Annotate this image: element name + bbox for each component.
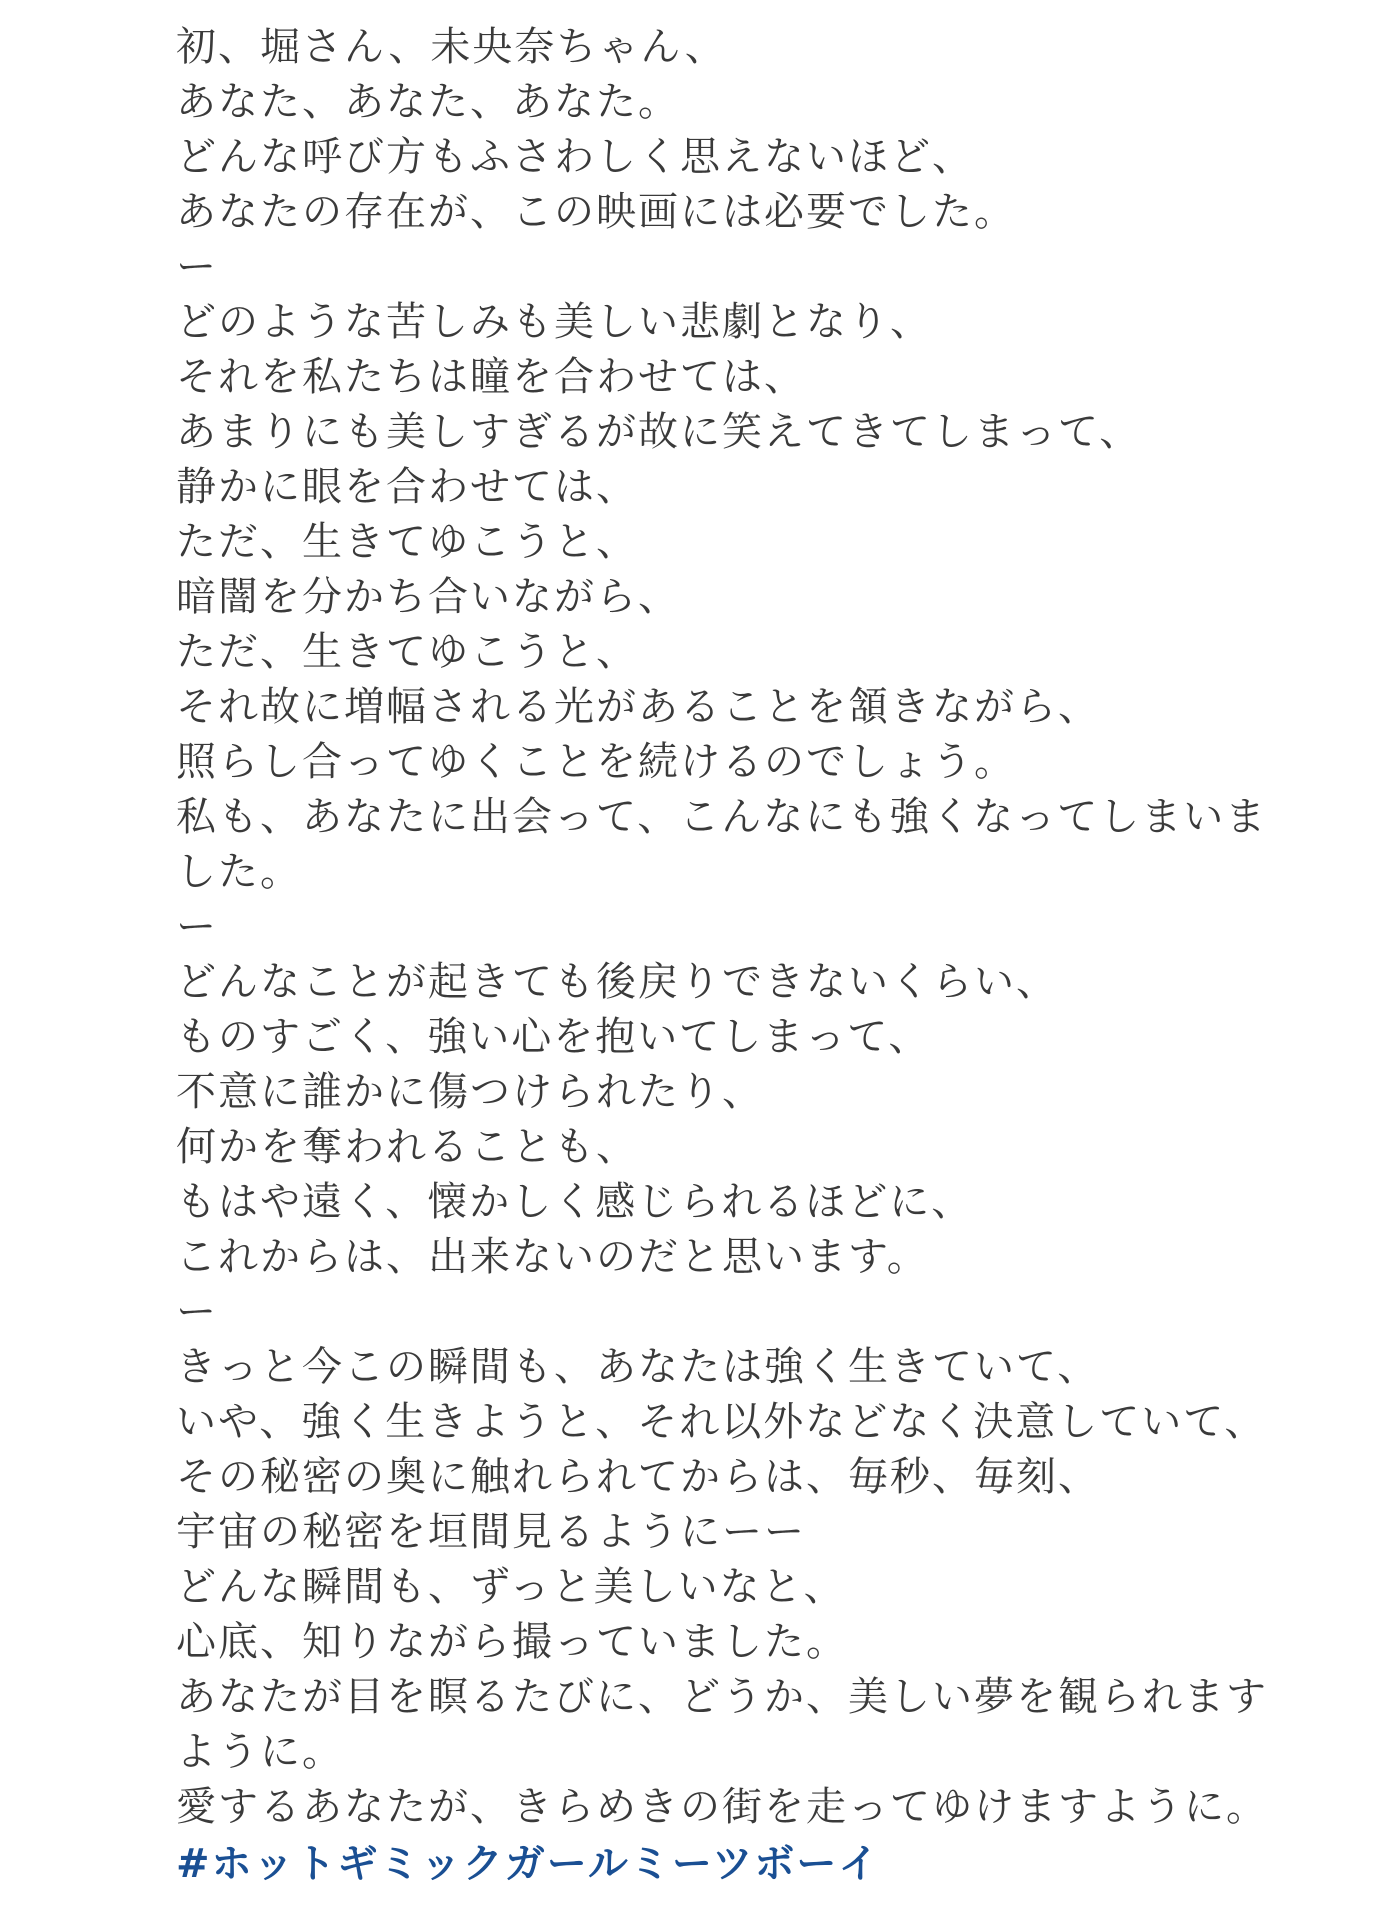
text-line: あなたが目を瞑るたびに、どうか、美しい夢を観られます xyxy=(176,1674,1268,1720)
text-line: 宇宙の秘密を垣間見るようにーー xyxy=(176,1509,806,1555)
hashtag-link[interactable]: #ホットギミックガールミーツボーイ xyxy=(176,1841,881,1887)
text-line: その秘密の奥に触れられてからは、毎秒、毎刻、 xyxy=(176,1454,1100,1500)
section-dash: ー xyxy=(176,904,218,950)
text-line: あまりにも美しすぎるが故に笑えてきてしまって、 xyxy=(176,409,1142,455)
post-text xyxy=(176,20,1268,1835)
section-dash: ー xyxy=(176,1289,218,1335)
text-line: した。 xyxy=(176,849,302,895)
text-line: 何かを奪われることも、 xyxy=(176,1124,638,1170)
text-line: それを私たちは瞳を合わせては、 xyxy=(176,354,806,400)
text-line: どんな呼び方もふさわしく思えないほど、 xyxy=(176,134,974,180)
text-line: 照らし合ってゆくことを続けるのでしょう。 xyxy=(176,739,1016,785)
text-line: それ故に増幅される光があることを頷きながら、 xyxy=(176,684,1100,730)
text-line: ものすごく、強い心を抱いてしまって、 xyxy=(176,1014,931,1060)
text-line: きっと今この瞬間も、あなたは強く生きていて、 xyxy=(176,1344,1100,1390)
text-line: どんなことが起きても後戻りできないくらい、 xyxy=(176,959,1058,1005)
text-line: 心底、知りながら撮っていました。 xyxy=(176,1619,848,1665)
text-line: もはや遠く、懐かしく感じられるほどに、 xyxy=(176,1179,974,1225)
text-line: あなた、あなた、あなた。 xyxy=(176,79,680,125)
text-line: 静かに眼を合わせては、 xyxy=(176,464,638,510)
text-line: あなたの存在が、この映画には必要でした。 xyxy=(176,189,1016,235)
text-line: 私も、あなたに出会って、こんなにも強くなってしまいま xyxy=(176,794,1268,840)
section-dash: ー xyxy=(176,244,218,290)
text-line: 不意に誰かに傷つけられたり、 xyxy=(176,1069,764,1115)
text-line: どんな瞬間も、ずっと美しいなと、 xyxy=(176,1564,846,1610)
text-line: ただ、生きてゆこうと、 xyxy=(176,629,638,675)
text-line: 初、堀さん、未央奈ちゃん、 xyxy=(176,24,727,70)
text-line: いや、強く生きようと、それ以外などなく決意していて、 xyxy=(176,1399,1267,1445)
post-body xyxy=(176,20,1268,1892)
text-line: ように。 xyxy=(176,1729,344,1775)
text-line: 愛するあなたが、きらめきの街を走ってゆけますように。 xyxy=(176,1784,1268,1830)
text-line: 暗闇を分かち合いながら、 xyxy=(176,574,680,620)
text-line: どのような苦しみも美しい悲劇となり、 xyxy=(176,299,932,345)
text-line: これからは、出来ないのだと思います。 xyxy=(176,1234,929,1280)
text-line: ただ、生きてゆこうと、 xyxy=(176,519,638,565)
